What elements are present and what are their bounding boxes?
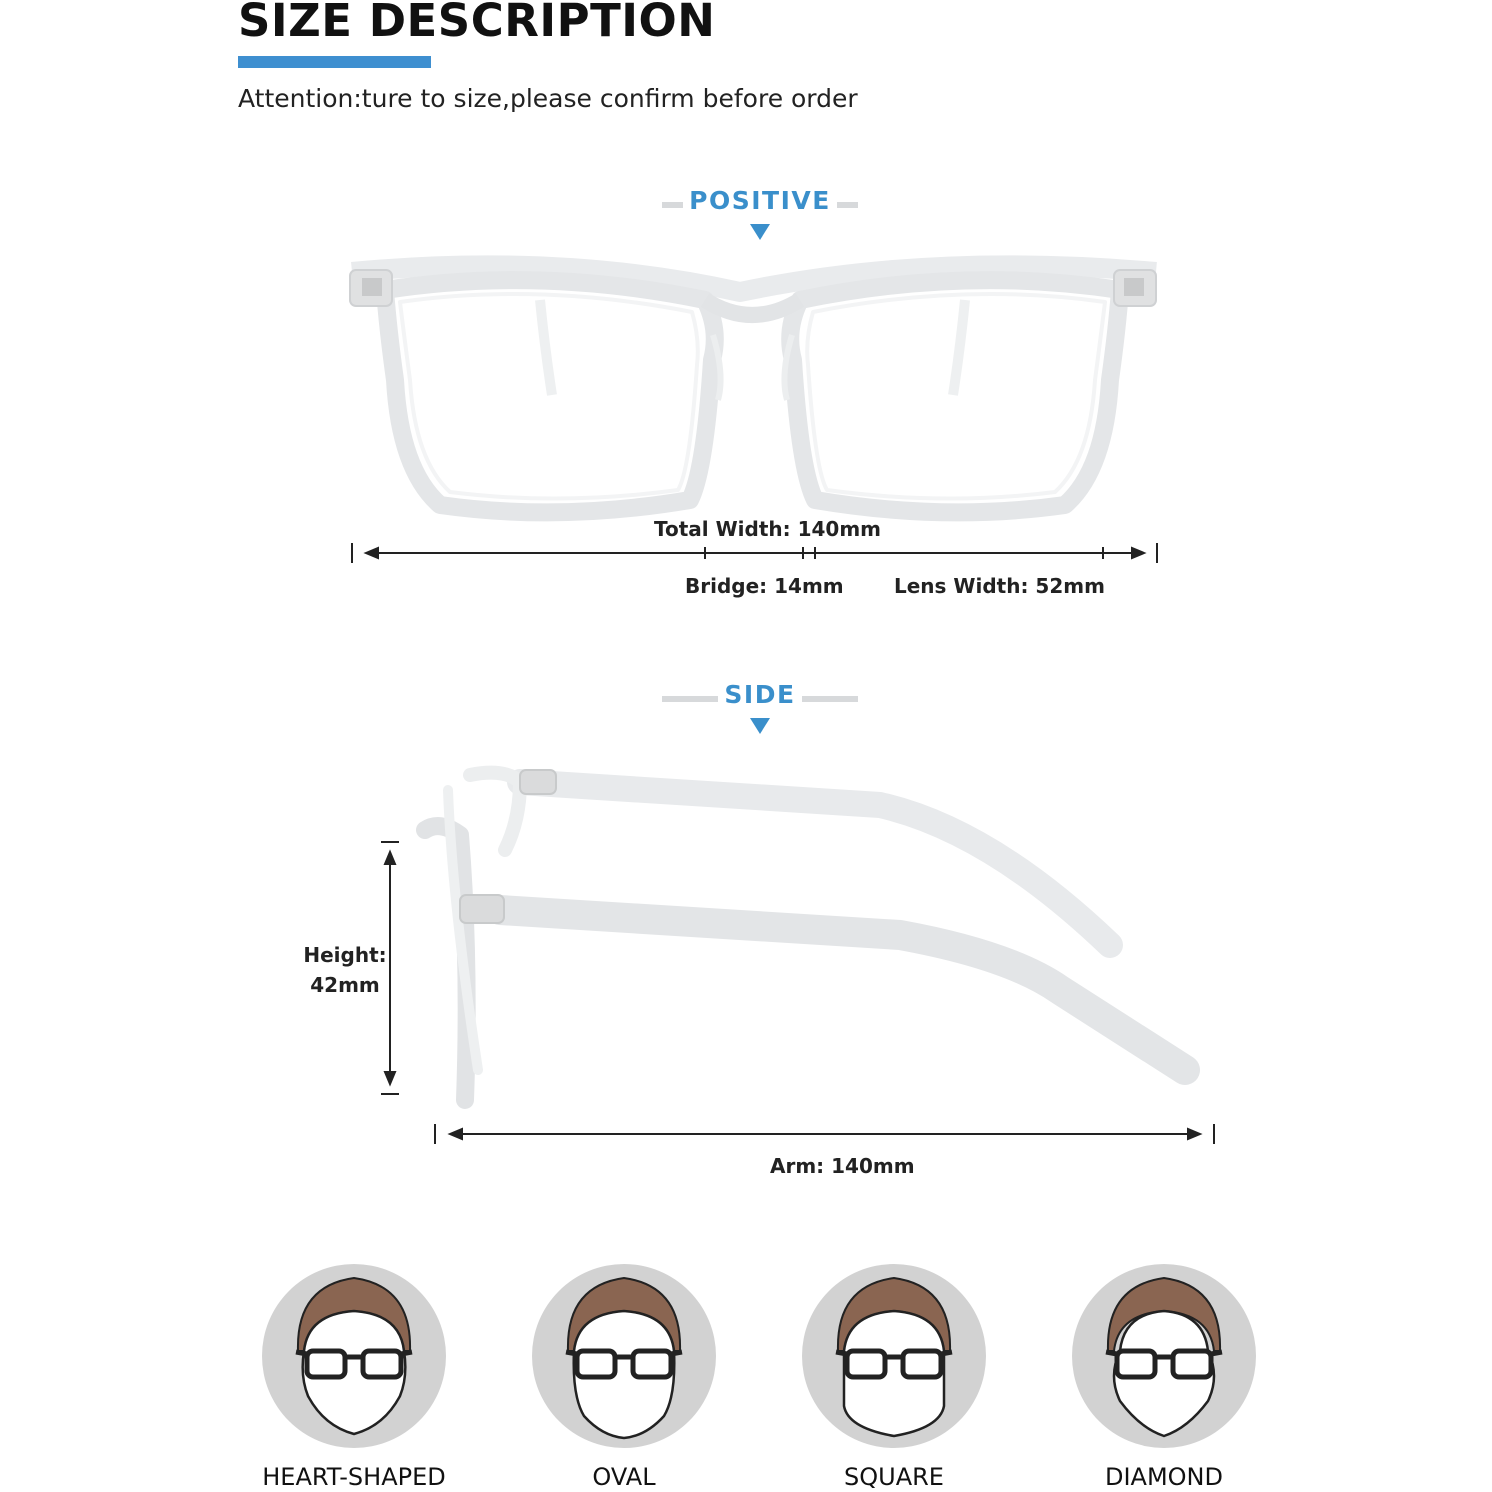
height-label-line2: 42mm <box>310 973 380 997</box>
page-title: SIZE DESCRIPTION <box>238 0 716 47</box>
face-diamond-icon <box>1072 1264 1256 1448</box>
face-shape-label-oval: OVAL <box>592 1463 656 1491</box>
face-shape-label-square: SQUARE <box>844 1463 944 1491</box>
face-square-icon <box>802 1264 986 1448</box>
attention-note: Attention:ture to size,please confirm before order <box>238 84 858 113</box>
side-label: SIDE <box>718 680 801 709</box>
face-heart-shaped-icon <box>262 1264 446 1448</box>
height-label-line1: Height: <box>303 943 387 967</box>
face-shape-label-heart: HEART-SHAPED <box>262 1463 446 1491</box>
lens-width-label: Lens Width: 52mm <box>894 574 1105 598</box>
arm-length-label: Arm: 140mm <box>770 1154 915 1178</box>
bridge-label: Bridge: 14mm <box>685 574 844 598</box>
total-width-label: Total Width: 140mm <box>654 517 882 541</box>
positive-label: POSITIVE <box>683 186 837 215</box>
face-shape-label-diamond: DIAMOND <box>1104 1463 1223 1491</box>
face-oval-icon <box>532 1264 716 1448</box>
